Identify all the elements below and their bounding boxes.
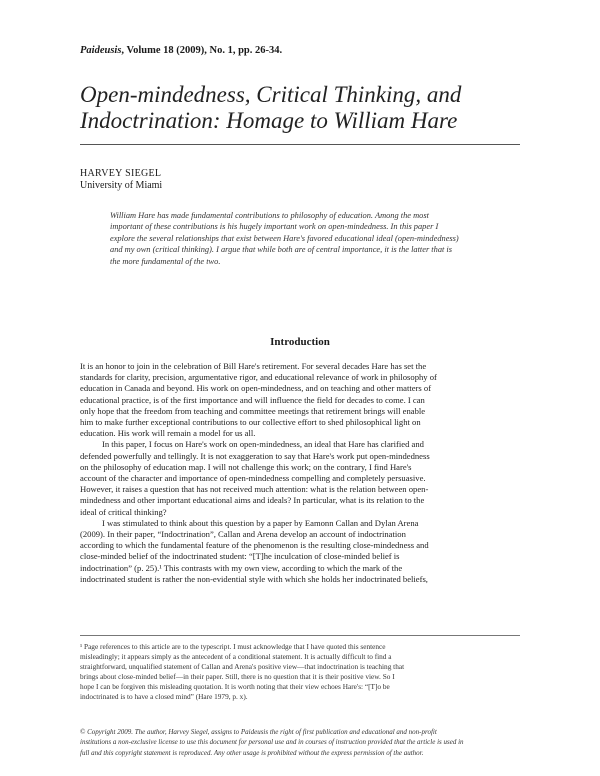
footnote — [80, 642, 520, 703]
journal-citation — [80, 45, 520, 56]
abstract-line: and my own (critical thinking). I argue that while both are of central importance, it is the latter that is — [110, 245, 453, 255]
footnote-line: hope I can be forgiven this misleading quotation. It is worth noting that their view echoes Hare's: “[T]o be — [80, 682, 390, 692]
copyright-line: full and this copyright statement is reproduced. Any other usage is prohibited without the express permission of the author. — [80, 748, 424, 757]
body-line: education. His work will remain a model for us all. — [80, 428, 256, 439]
copyright-line: © Copyright 2009. The author, Harvey Siegel, assigns to Paideusis the right of first publication and educational and non-profit — [80, 728, 437, 736]
body-text — [80, 361, 520, 585]
abstract — [110, 210, 520, 267]
body-line: ideal of critical thinking? — [80, 506, 167, 517]
body-line: It is an honor to join in the celebration of Bill Hare's retirement. For several decades Hare has set the — [80, 361, 427, 371]
abstract-line: William Hare has made fundamental contributions to philosophy of education. Among the most — [110, 211, 429, 220]
body-line: him to make further exceptional contributions to our collective effort to shed philosophical light on — [80, 417, 421, 428]
title-line-1: Open-mindedness, Critical Thinking, and — [80, 82, 462, 107]
body-line: account of the character and importance of open-mindedness compelling and completely persuasive. — [80, 473, 426, 484]
body-line: However, it raises a question that has not received much attention: what is the relation between open- — [80, 484, 429, 495]
footnote-line: brings about close-minded belief—in their paper. Still, there is no question that it is their positive view. So I — [80, 672, 395, 682]
section-heading-introduction: Introduction — [270, 336, 330, 348]
body-line: on the philosophy of education map. I will not challenge this work; on the contrary, I find Hare's — [80, 461, 412, 472]
title-divider — [80, 144, 520, 145]
body-line: defended powerfully and tellingly. It is not exaggeration to say that Hare's work put open-mindedness — [80, 450, 430, 461]
body-line: close-minded belief of the indoctrinated student: “[T]he inculcation of close-minded belief is — [80, 551, 400, 562]
footnote-line: ¹ Page references to this article are to the typescript. I must acknowledge that I have quoted this sentence — [80, 642, 386, 651]
copyright-notice — [80, 727, 520, 758]
footnote-line: straightforward, unqualified statement of Callan and Arena's positive view—that indoctrination is teaching that — [80, 662, 405, 672]
footnote-divider — [80, 635, 520, 636]
author-name: HARVEY SIEGEL — [80, 168, 162, 179]
title-line-2: Indoctrination: Homage to William Hare — [80, 108, 458, 133]
copyright-line: institutions a non-exclusive license to use this document for personal use and in courses of instruction provided that the article is used in — [80, 738, 464, 747]
body-line: In this paper, I focus on Hare's work on open-mindedness, an ideal that Hare has clarified and — [102, 439, 424, 450]
citation-details: , Volume 18 (2009), No. 1, pp. 26-34. — [121, 45, 283, 56]
author-block — [80, 168, 520, 192]
body-line: educational practice, is of the first importance and will influence the field for decades to come. I can — [80, 394, 425, 405]
body-line: education in Canada and beyond. His work on open-mindedness, and on teaching and other matters of — [80, 383, 432, 394]
body-line: mindedness and other important educational aims and ideals? In particular, what is its relation to the — [80, 495, 425, 506]
abstract-line: important of these contributions is his hugely important work on open-mindedness. In this paper I — [110, 222, 439, 232]
author-affiliation: University of Miami — [80, 180, 163, 191]
article-title — [80, 82, 520, 134]
body-line: I was stimulated to think about this question by a paper by Eamonn Callan and Dylan Arena — [102, 517, 419, 528]
abstract-line: explore the several relationships that exist between Hare's favored educational ideal (open-mindedness) — [110, 233, 459, 243]
body-line: indoctrination” (p. 25).¹ This contrasts with my own view, according to which the mark of the — [80, 562, 403, 573]
body-line: standards for clarity, precision, argumentative rigor, and educational relevance of work in philosophy of — [80, 372, 437, 383]
footnote-line: misleadingly; it appears simply as the antecedent of a conditional statement. It is actually difficult to find a — [80, 652, 392, 662]
journal-name: Paideusis — [80, 45, 122, 56]
body-line: indoctrinated student is rather the non-evidential style with which she holds her indoctrinated beliefs, — [80, 573, 428, 584]
body-line: according to which the fundamental feature of the phenomenon is the resulting close-mindedness and — [80, 540, 429, 551]
footnote-line: indoctrinated is to have a closed mind” (Hare 1979, p. x). — [80, 692, 248, 702]
body-line: only hope that the freedom from teaching and committee meetings that retirement brings will enable — [80, 405, 426, 416]
abstract-line: the more fundamental of the two. — [110, 256, 221, 266]
body-line: (2009). In their paper, “Indoctrination”, Callan and Arena develop an account of indoctrination — [80, 529, 406, 540]
